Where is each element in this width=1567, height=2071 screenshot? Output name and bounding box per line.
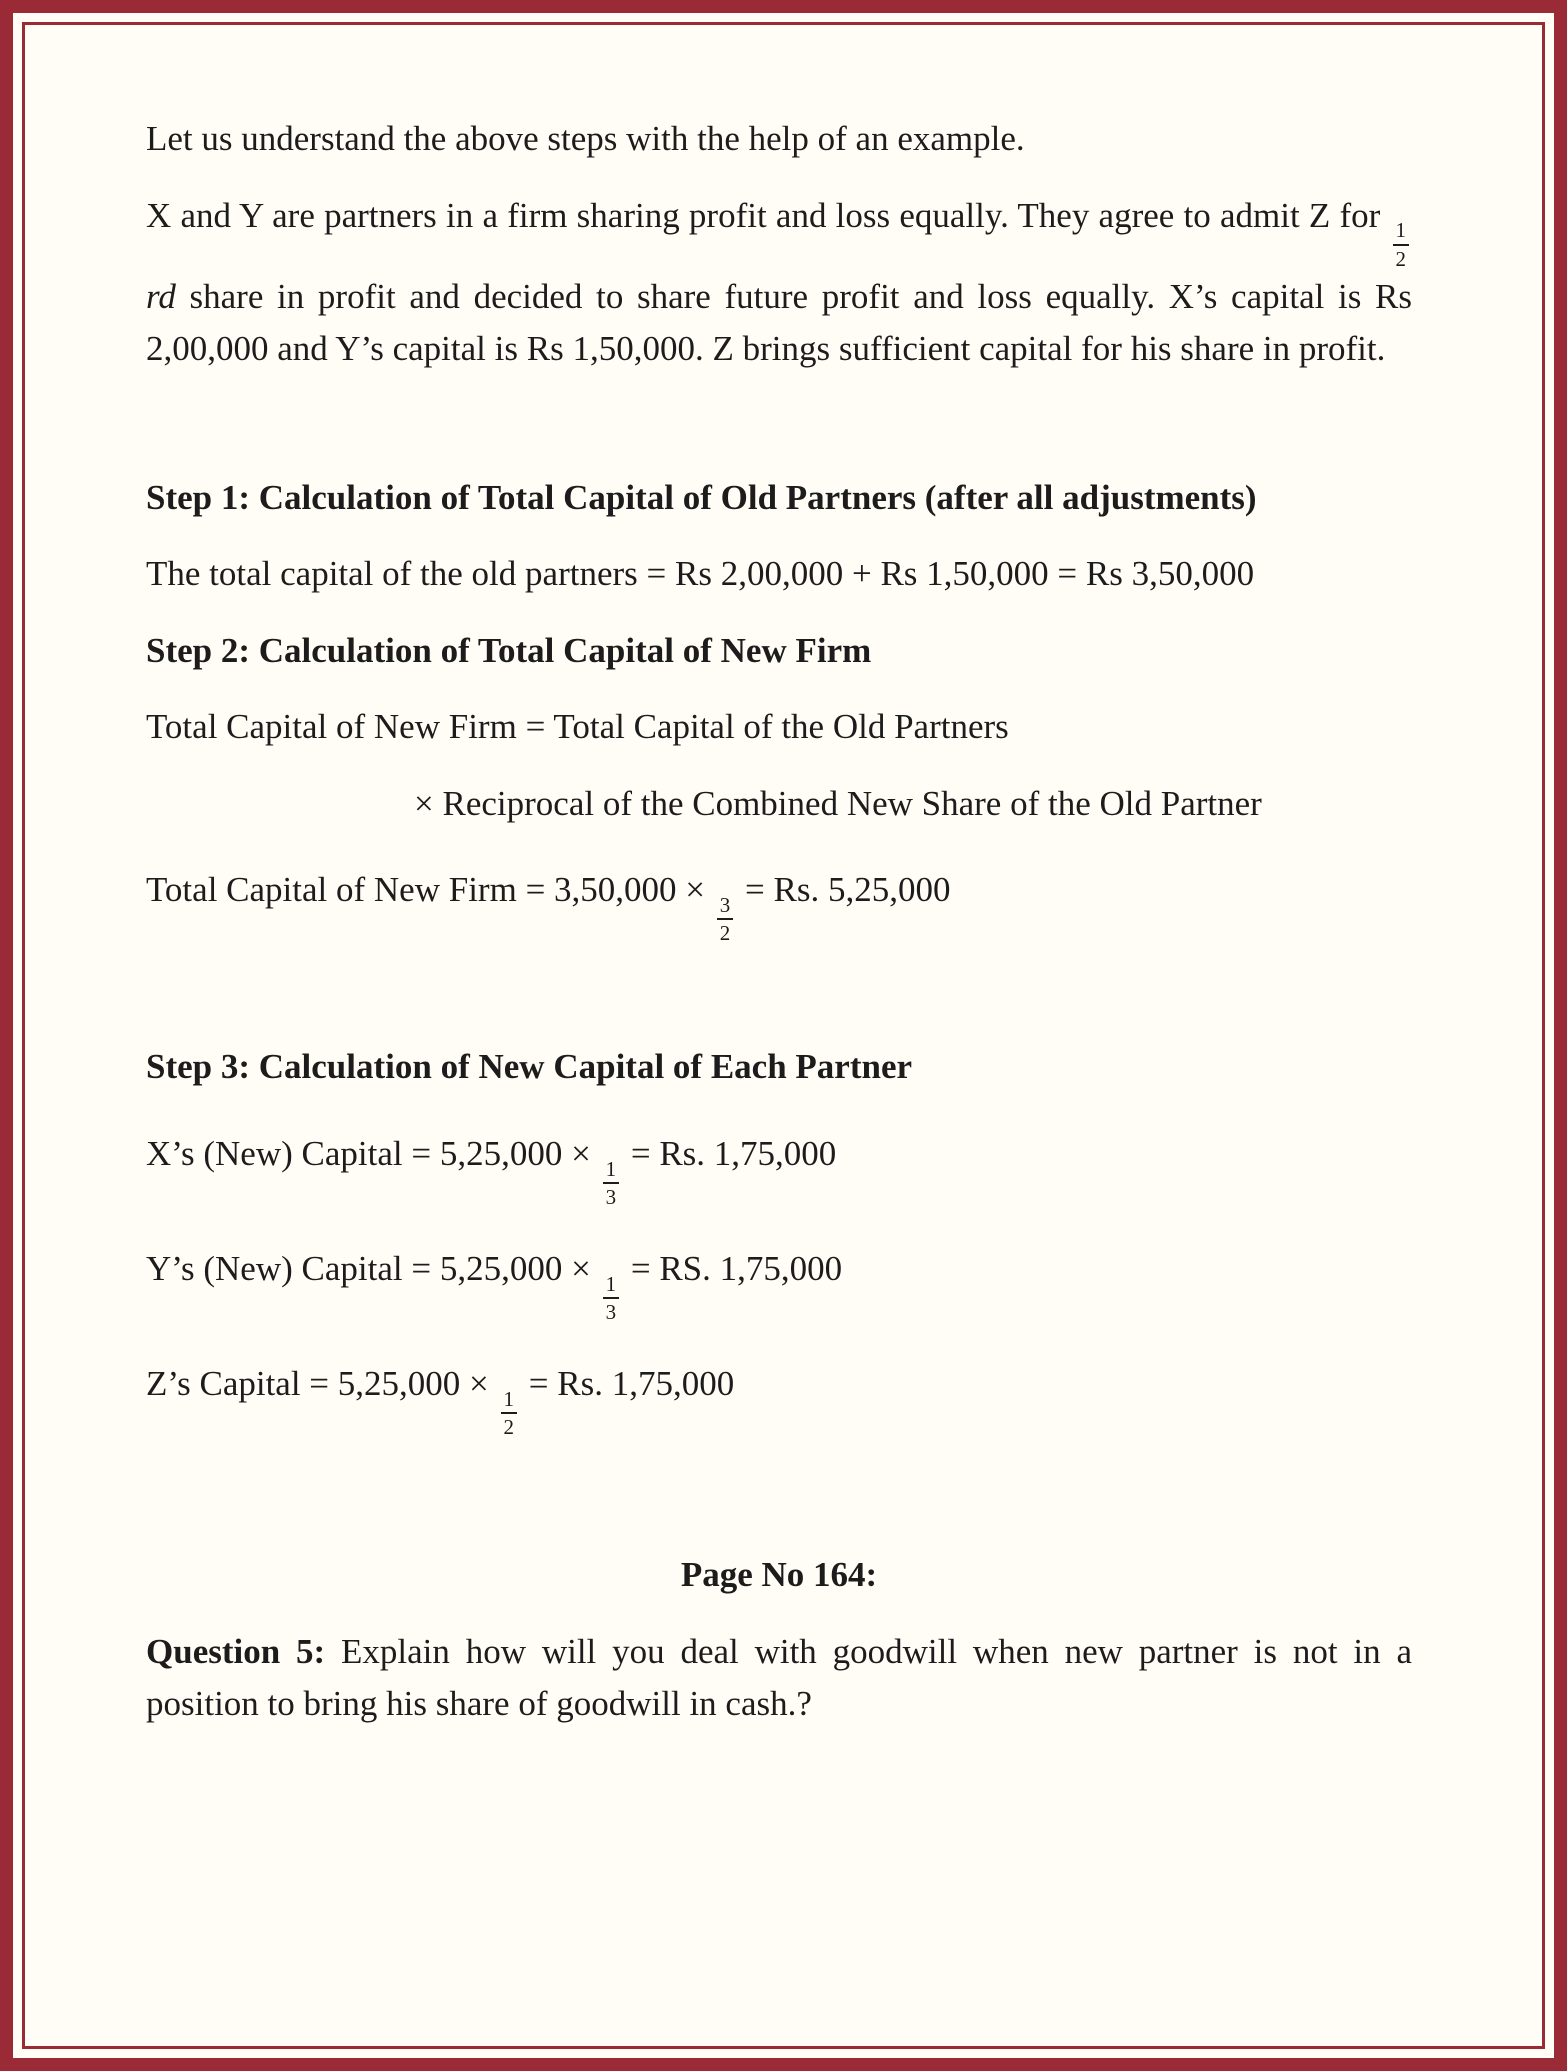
intro-sentence-text: Let us understand the above steps with the help of an example. — [146, 119, 1025, 158]
step1-body — [146, 548, 1412, 601]
step2-heading-text: Step 2: Calculation of Total Capital of New Firm — [146, 630, 872, 670]
y-capital-end: = RS. 1,75,000 — [622, 1249, 843, 1289]
fraction-one-half — [501, 1387, 518, 1439]
fraction-suffix: rd — [146, 276, 176, 316]
step2-line1-text: Total Capital of New Firm = Total Capital of the Old Partners — [146, 707, 1009, 747]
fraction-denominator: 3 — [605, 1184, 617, 1209]
example-paragraph-end: share in profit and decided to share future profit and loss equally. X’s capital is Rs 2,00,000 and Y’s capital is Rs 1,50,000. Z brings sufficient capital for his share in profit. — [146, 276, 1412, 369]
fraction-one-third — [603, 1157, 620, 1209]
step2-line2-text: × Reciprocal of the Combined New Share of the Old Partner — [414, 783, 1262, 823]
page-content — [13, 13, 1554, 1731]
y-capital-equation — [146, 1243, 1412, 1324]
fraction-three-halves — [717, 893, 734, 945]
page-number-heading — [146, 1549, 1412, 1602]
x-capital-equation — [146, 1128, 1412, 1209]
z-capital-equation — [146, 1358, 1412, 1439]
question-paragraph — [146, 1626, 1412, 1731]
step2-line1 — [146, 701, 1412, 754]
fraction-numerator: 1 — [1393, 218, 1410, 245]
question-text: Explain how will you deal with goodwill when new partner is not in a position to bring his share of goodwill in cash.? — [146, 1631, 1412, 1724]
fraction-numerator: 3 — [717, 893, 734, 920]
step3-heading — [146, 1041, 1412, 1094]
step2-equation-end: = Rs. 5,25,000 — [736, 870, 951, 910]
fraction-numerator: 1 — [501, 1387, 518, 1414]
example-paragraph-start: X and Y are partners in a firm sharing profit and loss equally. They agree to admit Z for — [146, 195, 1390, 235]
fraction-denominator: 3 — [605, 1300, 617, 1325]
question-label: Question 5: — [146, 1631, 326, 1671]
z-capital-start: Z’s Capital = 5,25,000 × — [146, 1364, 498, 1404]
step2-equation-start: Total Capital of New Firm = 3,50,000 × — [146, 870, 714, 910]
step3-heading-text: Step 3: Calculation of New Capital of Each Partner — [146, 1047, 913, 1087]
y-capital-start: Y’s (New) Capital = 5,25,000 × — [146, 1249, 600, 1289]
fraction-one-half — [1393, 218, 1410, 270]
intro-sentence — [146, 113, 1412, 166]
x-capital-start: X’s (New) Capital = 5,25,000 × — [146, 1133, 600, 1173]
step2-equation — [146, 864, 1412, 945]
x-capital-end: = Rs. 1,75,000 — [622, 1133, 837, 1173]
fraction-numerator: 1 — [603, 1157, 620, 1184]
fraction-one-third — [603, 1272, 620, 1324]
fraction-numerator: 1 — [603, 1272, 620, 1299]
page-number-text: Page No 164: — [680, 1555, 878, 1595]
z-capital-end: = Rs. 1,75,000 — [520, 1364, 735, 1404]
step2-heading — [146, 625, 1412, 678]
step1-heading — [146, 472, 1412, 525]
step1-body-text: The total capital of the old partners = Rs 2,00,000 + Rs 1,50,000 = Rs 3,50,000 — [146, 554, 1255, 594]
step1-heading-text: Step 1: Calculation of Total Capital of Old Partners (after all adjustments) — [146, 477, 1257, 517]
example-paragraph — [146, 190, 1412, 376]
fraction-denominator: 2 — [719, 921, 731, 946]
fraction-denominator: 2 — [503, 1415, 515, 1440]
fraction-denominator: 2 — [1395, 246, 1406, 271]
step2-line2 — [414, 778, 1412, 831]
